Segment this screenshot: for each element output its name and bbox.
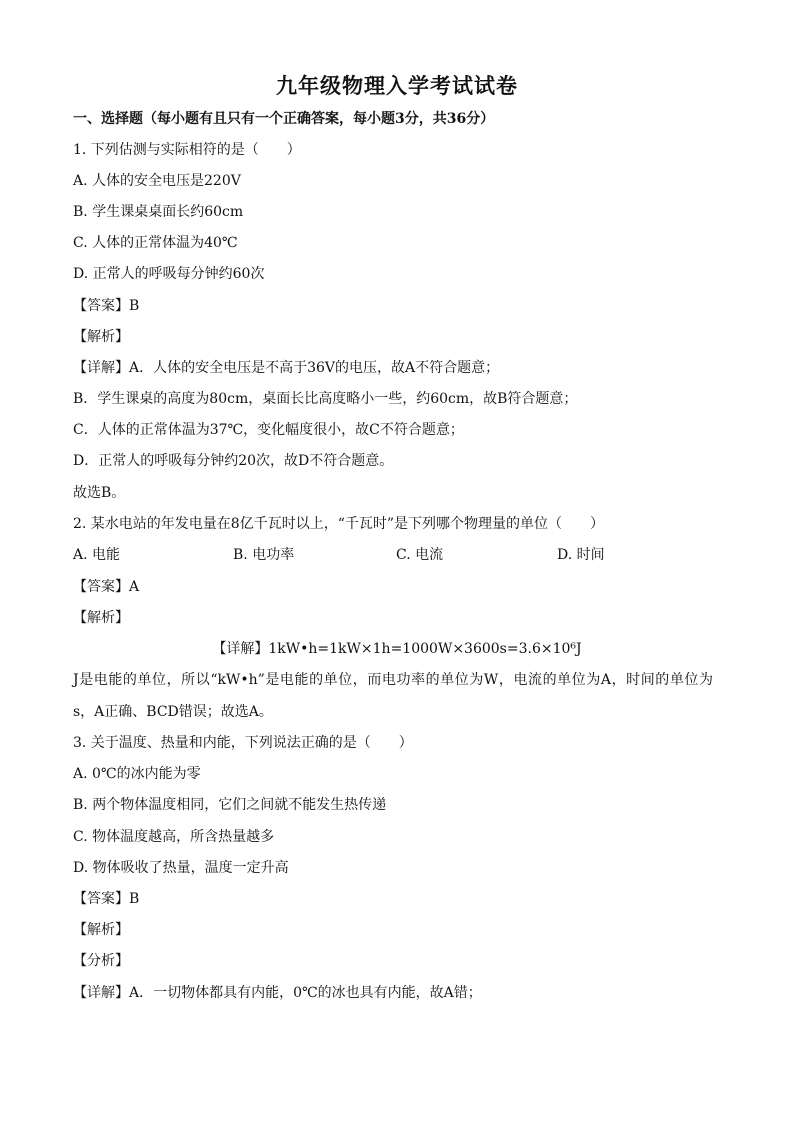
question-1-detail-3: C．人体的正常体温为37℃，变化幅度很小，故C不符合题意； [73,422,464,438]
question-3-fenxi-label: 【分析】 [73,953,129,969]
question-2-analysis-label: 【解析】 [73,610,129,626]
question-1-stem: 1. 下列估测与实际相符的是（ ） [73,142,301,158]
question-2-stem: 2. 某水电站的年发电量在8亿千瓦时以上，“千瓦时”是下列哪个物理量的单位（ ） [73,516,605,532]
question-3-stem: 3. 关于温度、热量和内能，下列说法正确的是（ ） [73,735,413,751]
question-2-detail-formula: 【详解】1kW•h=1kW×1h=1000W×3600s=3.6×10⁶J [212,641,582,657]
question-2-option-c: C. 电流 [396,547,444,563]
question-2-detail-line-1: J是电能的单位，所以“kW•h”是电能的单位，而电功率的单位为W，电流的单位为A，时间的单位为 [73,672,713,688]
page-title: 九年级物理入学考试试卷 [276,73,518,98]
question-2-option-a: A. 电能 [73,547,121,563]
question-1-conclusion: 故选B。 [73,485,126,501]
question-3-answer: 【答案】B [73,891,140,907]
question-2-detail-line-2: s，A正确、BCD错误；故选A。 [73,704,273,720]
question-1-option-c: C. 人体的正常体温为40℃ [73,235,238,251]
question-1-option-a: A. 人体的安全电压是220V [73,173,241,189]
question-1-option-d: D. 正常人的呼吸每分钟约60次 [73,266,265,282]
question-3-option-c: C. 物体温度越高，所含热量越多 [73,829,275,845]
question-1-analysis-label: 【解析】 [73,329,129,345]
question-3-option-d: D. 物体吸收了热量，温度一定升高 [73,860,289,876]
question-1-answer: 【答案】B [73,298,140,314]
question-3-detail-1: 【详解】A．一切物体都具有内能，0℃的冰也具有内能，故A错； [73,985,482,1001]
question-2-option-b: B. 电功率 [233,547,295,563]
question-3-option-a: A. 0℃的冰内能为零 [73,766,201,782]
section-heading: 一、选择题（每小题有且只有一个正确答案，每小题3分，共36分） [73,111,495,127]
question-1-detail-2: B．学生课桌的高度为80cm，桌面长比高度略小一些，约60cm，故B符合题意； [73,391,578,407]
question-3-analysis-label: 【解析】 [73,922,129,938]
question-1-detail-1: 【详解】A．人体的安全电压是不高于36V的电压，故A不符合题意； [73,360,500,376]
question-2-option-d: D. 时间 [557,547,605,563]
question-2-answer: 【答案】A [73,579,140,595]
question-1-detail-4: D．正常人的呼吸每分钟约20次，故D不符合题意。 [73,453,394,469]
question-1-option-b: B. 学生课桌桌面长约60cm [73,204,244,220]
question-3-option-b: B. 两个物体温度相同，它们之间就不能发生热传递 [73,797,387,813]
